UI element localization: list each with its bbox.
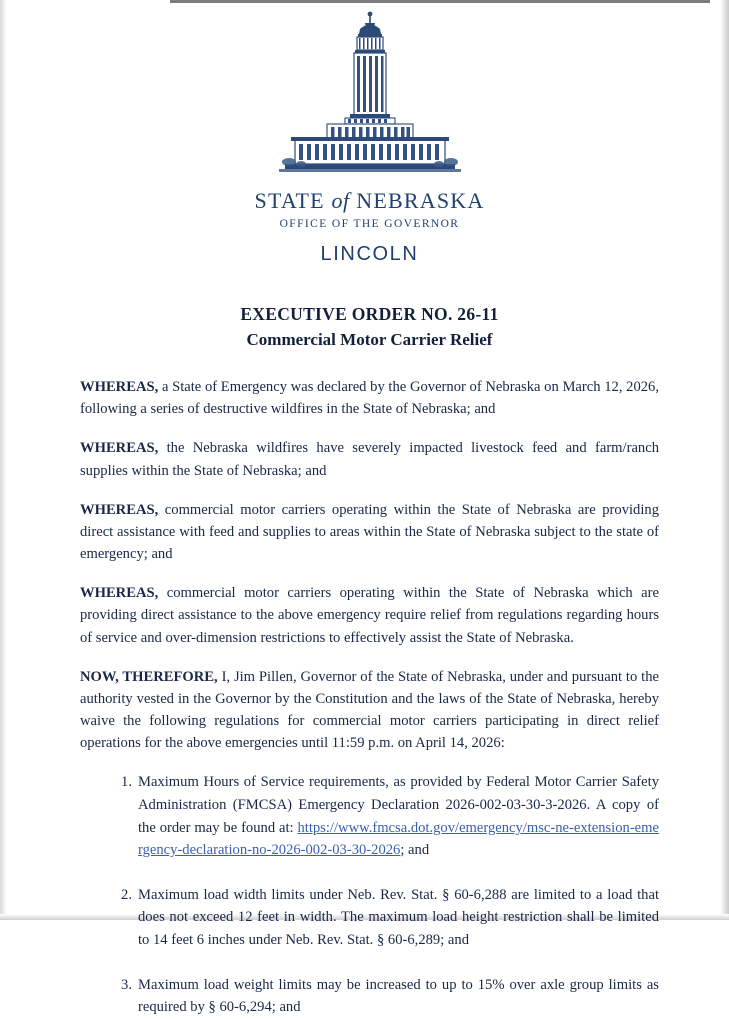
fmcsa-declaration-link[interactable]: https://www.fmcsa.dot.gov/emergency/msc-ne-extension-emergency-declaration-no-2026-002-03-30-2026 [138, 819, 659, 859]
paragraph-lead: WHEREAS, [80, 379, 159, 395]
paragraph-whereas-3 [80, 499, 659, 566]
paragraph-text: commercial motor carriers operating within the State of Nebraska are providing direct assistance with feed and supplies to areas within the State of Nebraska subject to the state of emergency; and [80, 501, 659, 563]
list-item-text-tail: ; and [400, 842, 430, 859]
paragraph-lead: NOW, THEREFORE, [80, 668, 218, 685]
paragraph-now-therefore [80, 666, 659, 755]
list-item [121, 884, 659, 952]
paragraph-lead: WHEREAS, [80, 585, 159, 602]
executive-order-subtitle: Commercial Motor Carrier Relief [246, 330, 493, 349]
paragraph-whereas-1 [80, 376, 659, 420]
city-heading: LINCOLN [320, 243, 419, 265]
paragraph-text: a State of Emergency was declared by the Governor of Nebraska on March 12, 2026, following a series of destructive wildfires in the State of Nebraska; and [80, 379, 659, 418]
state-name-of: of [331, 188, 350, 213]
paragraph-whereas-2 [80, 437, 659, 481]
list-item [121, 771, 659, 861]
paragraph-lead: WHEREAS, [80, 501, 159, 518]
list-item-number: 3. [121, 976, 132, 993]
office-subheading: OFFICE OF THE GOVERNOR [279, 218, 460, 230]
paragraph-text: I, Jim Pillen, Governor of the State of Nebraska, under and pursuant to the authority vested in the Governor by the Constitution and the laws of the State of Nebraska, hereby waive the following regulations for commercial motor carriers participating in direct relief operations for the above emergencies until 11:59 p.m. on April 14, 2026: [80, 668, 659, 752]
document-body [80, 376, 659, 1019]
crest-area [80, 0, 659, 178]
paragraph-text: commercial motor carriers operating within the State of Nebraska which are providing direct assistance to the above emergency require relief from regulations regarding hours of service and over-dimension restrictions to effectively assist the State of Nebraska. [80, 585, 659, 646]
list-item [121, 974, 659, 1019]
waiver-list [80, 771, 659, 1018]
list-item-text: Maximum load width limits under Neb. Rev. Stat. § 60-6,288 are limited to a load that does not exceed 12 feet in width. The maximum load height restriction shall be limited to 14 feet 6 inches under Neb. Rev. Stat. § 60-6,289; and [138, 886, 659, 949]
paragraph-lead: WHEREAS, [80, 440, 159, 457]
list-item-number: 1. [121, 774, 132, 791]
paragraph-whereas-4 [80, 582, 659, 649]
state-name-post: NEBRASKA [349, 188, 485, 213]
paragraph-text: the Nebraska wildfires have severely impacted livestock feed and farm/ranch supplies within the State of Nebraska; and [80, 440, 659, 479]
list-item-text: Maximum load weight limits may be increased to up to 15% over axle group limits as required by § 60-6,294; and [138, 976, 659, 1016]
state-name-pre: STATE [254, 188, 332, 213]
nebraska-state-capitol-illustration [265, 8, 475, 178]
list-item-number: 2. [121, 886, 132, 903]
list-item-text: Maximum Hours of Service requirements, as provided by Federal Motor Carrier Safety Administration (FMCSA) Emergency Declaration 2026-002-03-30-3-2026. A copy of the order may be found at: [138, 774, 659, 836]
executive-order-title: EXECUTIVE ORDER NO. 26-11 [240, 304, 499, 324]
state-name-heading [80, 188, 659, 214]
